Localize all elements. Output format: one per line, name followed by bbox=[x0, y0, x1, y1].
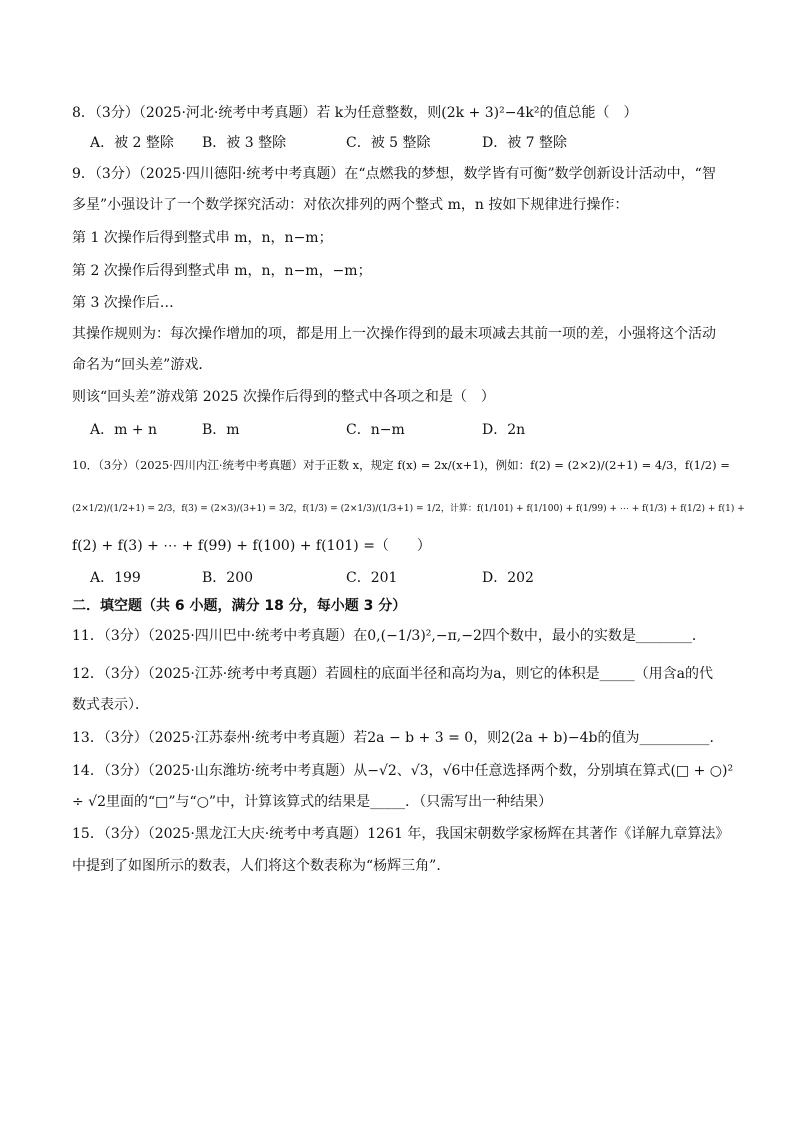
q9-line-5: 第 3 次操作后… bbox=[72, 295, 174, 311]
q9-options bbox=[90, 421, 690, 439]
q12-line-1: 12．（3分）（2025·江苏·统考中考真题）若圆柱的底面半径和高均为a，则它的体积是_____（用含a的代 bbox=[72, 666, 713, 682]
q10-line-2: (2×1/2)/(1/2+1) = 2/3，f(3) = (2×3)/(3+1) = 3/2，f(1/3) = (2×1/3)/(1/3+1) = 1/2，计算：f(1/101) + f(1/100) + f(1/99) + ⋯ + f(1/3) + f(1/2) + f(1) + bbox=[72, 504, 745, 514]
q8-options bbox=[90, 134, 690, 152]
q9-line-2: 多星”小强设计了一个数学探究活动：对依次排列的两个整式 m，n 按如下规律进行操作： bbox=[72, 197, 629, 213]
q9-option-b: B．m bbox=[202, 422, 240, 438]
q8-option-a: A．被 2 整除 bbox=[90, 135, 174, 151]
q10-option-d: D．202 bbox=[482, 570, 534, 586]
q12-line-2: 数式表示）． bbox=[72, 697, 149, 713]
q9-line-3: 第 1 次操作后得到整式串 m，n，n−m； bbox=[72, 230, 333, 246]
q10-line-3: f(2) + f(3) + ⋯ + f(99) + f(100) + f(101) =（ ） bbox=[72, 538, 431, 554]
q13: 13．（3分）（2025·江苏泰州·统考中考真题）若2a − b + 3 = 0，则2(2a + b)−4b的值为__________． bbox=[72, 730, 724, 746]
q15-line-2: 中提到了如图所示的数表，人们将这个数表称为“杨辉三角”． bbox=[72, 858, 451, 874]
q9-option-a: A．m + n bbox=[90, 422, 158, 438]
q10-option-c: C．201 bbox=[346, 570, 398, 586]
q8-option-b: B．被 3 整除 bbox=[202, 135, 287, 151]
q8-option-c: C．被 5 整除 bbox=[346, 135, 431, 151]
q9-line-6: 其操作规则为：每次操作增加的项，都是用上一次操作得到的最末项减去其前一项的差，小强将这个活动 bbox=[72, 326, 716, 342]
q11: 11．（3分）（2025·四川巴中·统考中考真题）在0,(−1/3)²,−π,−2四个数中，最小的实数是________． bbox=[72, 628, 706, 644]
q14-line-1: 14．（3分）（2025·山东潍坊·统考中考真题）从−√2、√3，√6中任意选择两个数，分别填在算式(□ + ○)² bbox=[72, 763, 734, 779]
q10-option-b: B．200 bbox=[202, 570, 254, 586]
q9-option-c: C．n−m bbox=[346, 422, 405, 438]
q10-options bbox=[90, 569, 690, 587]
q14-line-2: ÷ √2里面的“□”与“○”中，计算该算式的结果是_____．（只需写出一种结果） bbox=[72, 794, 553, 810]
q8-stem: 8．（3分）（2025·河北·统考中考真题）若 k为任意整数，则(2k + 3)²−4k²的值总能（ ） bbox=[72, 105, 638, 121]
q10-line-1: 10．（3分）（2025·四川内江·统考中考真题）对于正数 x，规定 f(x) = 2x/(x+1)，例如：f(2) = (2×2)/(2+1) = 4/3，f(1/2) = bbox=[72, 458, 730, 472]
q8-option-d: D．被 7 整除 bbox=[482, 135, 568, 151]
q9-line-1: 9．（3分）（2025·四川德阳·统考中考真题）在“点燃我的梦想，数学皆有可衡”数学创新设计活动中，“智 bbox=[72, 166, 716, 182]
q15-line-1: 15．（3分）（2025·黑龙江大庆·统考中考真题）1261 年，我国宋朝数学家杨辉在其著作《详解九章算法》 bbox=[72, 826, 730, 842]
q10-option-a: A．199 bbox=[90, 570, 141, 586]
q9-line-7: 命名为“回头差”游戏． bbox=[72, 357, 213, 373]
q9-line-8: 则该“回头差”游戏第 2025 次操作后得到的整式中各项之和是（ ） bbox=[72, 389, 495, 405]
section-fill-in-the-blank: 二．填空题（共 6 小题，满分 18 分，每小题 3 分） bbox=[72, 598, 407, 614]
q9-option-d: D．2n bbox=[482, 422, 526, 438]
q9-line-4: 第 2 次操作后得到整式串 m，n，n−m，−m； bbox=[72, 263, 372, 279]
